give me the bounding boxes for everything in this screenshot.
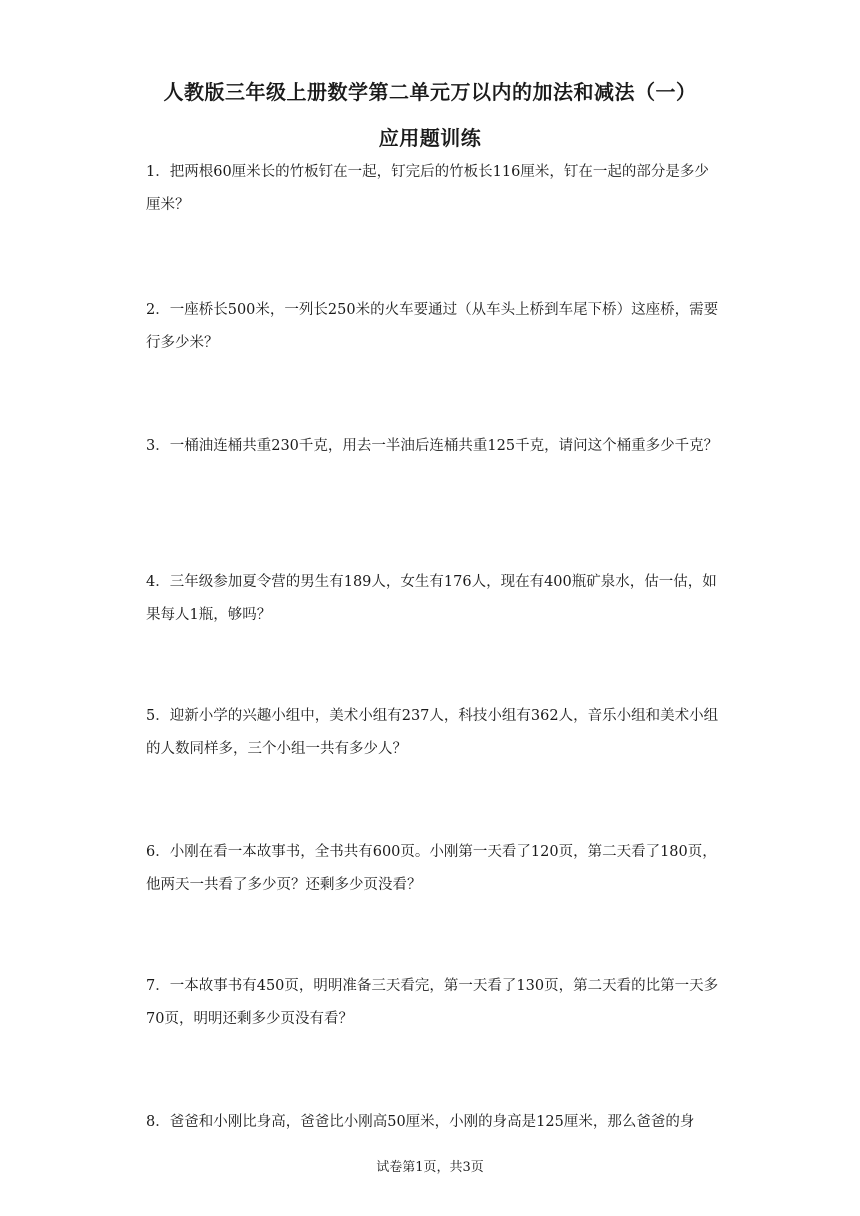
question-2: 2．一座桥长500米，一列长250米的火车要通过（从车头上桥到车尾下桥）这座桥，需要行多少米？: [146, 302, 719, 351]
page-title: 人教版三年级上册数学第二单元万以内的加法和减法（一）: [163, 80, 697, 104]
question-8: 8．爸爸和小刚比身高，爸爸比小刚高50厘米，小刚的身高是125厘米，那么爸爸的身: [146, 1114, 695, 1130]
page-subtitle: 应用题训练: [378, 126, 482, 150]
question-3: 3．一桶油连桶共重230千克，用去一半油后连桶共重125千克，请问这个桶重多少千克？: [146, 438, 719, 454]
question-4: 4．三年级参加夏令营的男生有189人，女生有176人，现在有400瓶矿泉水，估一估，如果每人1瓶，够吗？: [146, 574, 717, 623]
question-5: 5．迎新小学的兴趣小组中，美术小组有237人，科技小组有362人，音乐小组和美术小组的人数同样多，三个小组一共有多少人？: [146, 708, 719, 757]
page-number-footer: 试卷第1页，共3页: [376, 1160, 484, 1175]
question-7: 7．一本故事书有450页，明明准备三天看完，第一天看了130页，第二天看的比第一天多70页，明明还剩多少页没有看？: [146, 978, 719, 1027]
question-1: 1．把两根60厘米长的竹板钉在一起，钉完后的竹板长116厘米，钉在一起的部分是多少厘米？: [146, 164, 709, 213]
question-6: 6．小刚在看一本故事书，全书共有600页。小刚第一天看了120页，第二天看了180页，他两天一共看了多少页？还剩多少页没看？: [146, 844, 717, 893]
